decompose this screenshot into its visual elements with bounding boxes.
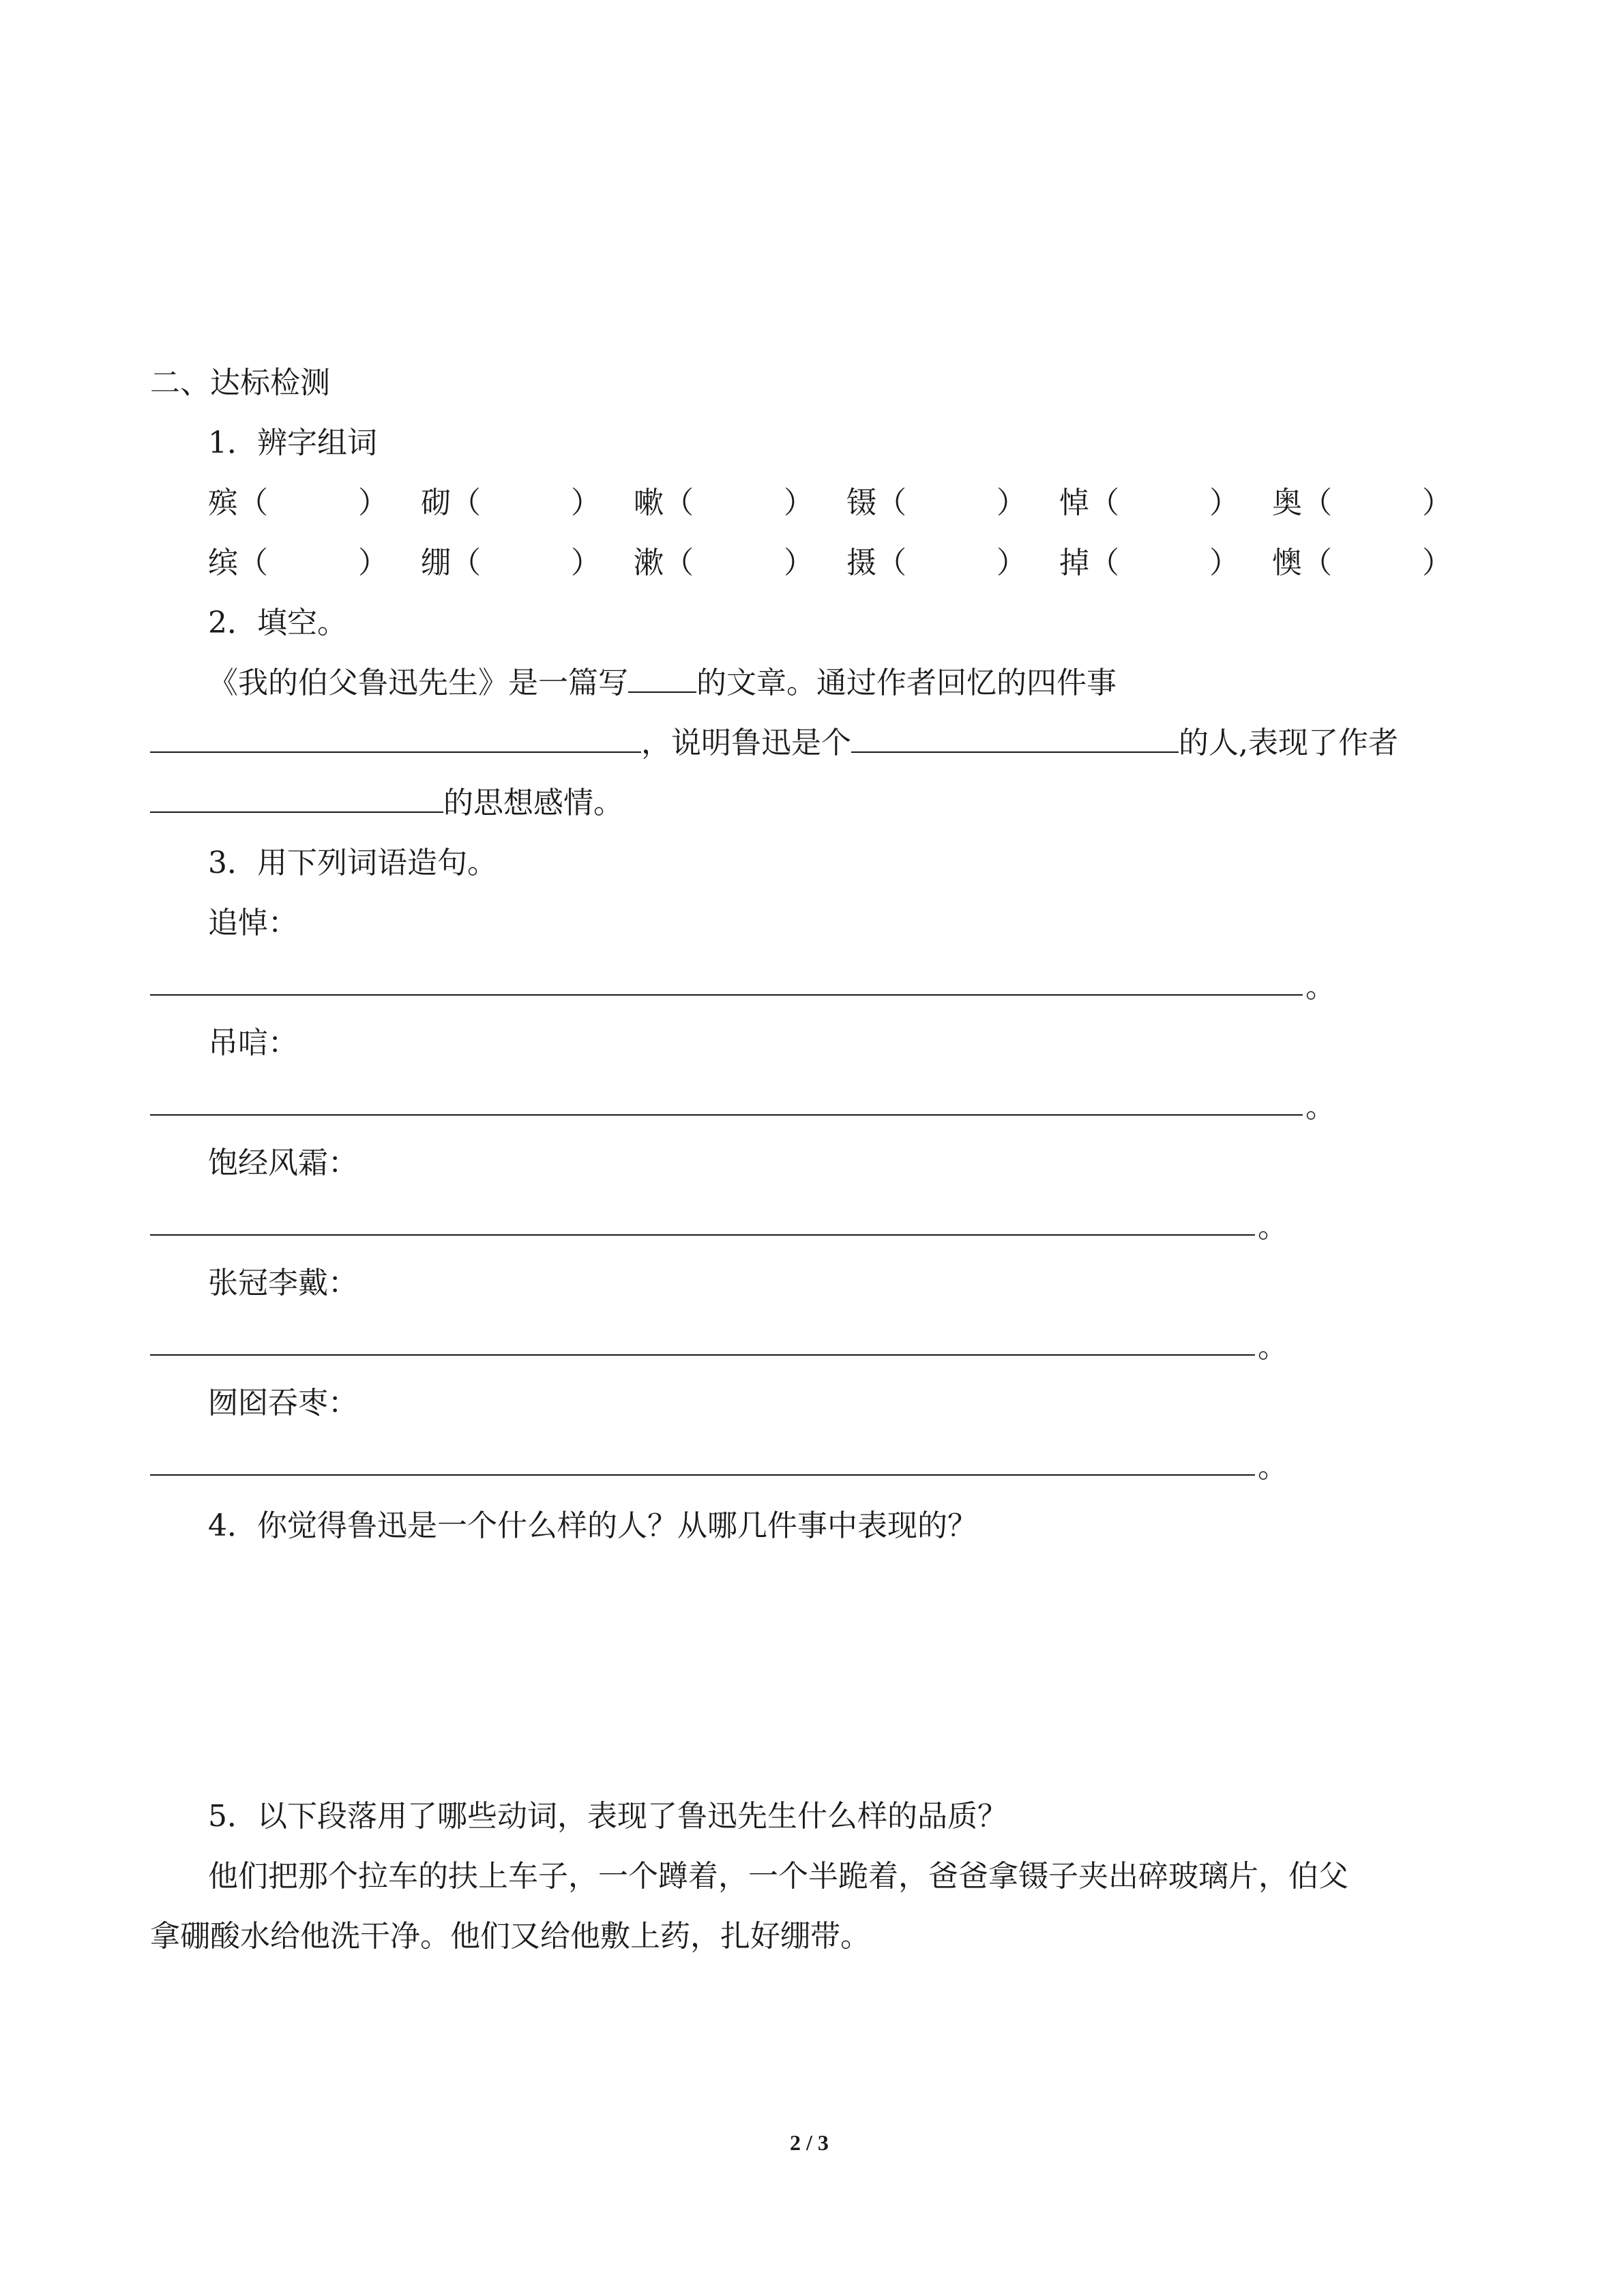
q1-item: 殡（ ） <box>208 486 388 520</box>
q1-item: 懊（ ） <box>1272 546 1452 580</box>
fill-blank[interactable] <box>851 724 1179 753</box>
q1-item: 砌（ ） <box>421 486 601 520</box>
answer-period: 。 <box>1258 1330 1288 1365</box>
q3-word-1: 追悼： <box>208 906 298 940</box>
q2-line-1 <box>208 663 1117 704</box>
q2-text: ，说明鲁迅是个 <box>641 726 851 760</box>
section-title: 二、达标检测 <box>150 366 330 400</box>
q1-item: 镊（ ） <box>846 486 1027 520</box>
q2-line-3 <box>150 783 623 824</box>
answer-line[interactable] <box>150 1354 1255 1356</box>
q3-word-3: 饱经风霜： <box>208 1146 358 1180</box>
q3-word-4: 张冠李戴： <box>208 1266 358 1300</box>
q3-word-5: 囫囵吞枣： <box>208 1386 358 1420</box>
answer-period: 。 <box>1258 1210 1288 1244</box>
q3-word-2: 吊唁： <box>208 1026 298 1060</box>
q2-title: 2．填空。 <box>208 606 347 640</box>
q2-text: 《我的伯父鲁迅先生》是一篇写 <box>208 666 628 700</box>
q2-text: 的文章。通过作者回忆的四件事 <box>696 666 1117 700</box>
answer-period: 。 <box>1305 1090 1335 1124</box>
q5-title: 5．以下段落用了哪些动词，表现了鲁迅先生什么样的品质？ <box>208 1799 1007 1834</box>
q1-item: 悼（ ） <box>1059 486 1239 520</box>
answer-line[interactable] <box>150 994 1303 996</box>
q1-item: 缤（ ） <box>208 546 388 580</box>
q5-passage-line-1: 他们把那个拉车的扶上车子，一个蹲着，一个半跪着，爸爸拿镊子夹出碎玻璃片，伯父 <box>208 1859 1348 1894</box>
q2-text: 的思想感情。 <box>443 786 623 820</box>
fill-blank[interactable] <box>150 784 443 813</box>
q1-item: 奥（ ） <box>1272 486 1452 520</box>
answer-line[interactable] <box>150 1234 1255 1236</box>
q1-item: 嗽（ ） <box>634 486 814 520</box>
answer-period: 。 <box>1258 1450 1288 1485</box>
q1-title: 1．辨字组词 <box>208 426 377 460</box>
q1-item: 摄（ ） <box>846 546 1027 580</box>
q1-item: 掉（ ） <box>1059 546 1239 580</box>
page-number: 2 / 3 <box>790 2130 829 2155</box>
answer-line[interactable] <box>150 1474 1255 1476</box>
q5-passage-line-2: 拿硼酸水给他洗干净。他们又给他敷上药，扎好绷带。 <box>150 1919 870 1954</box>
q1-row-2 <box>208 543 1456 584</box>
q1-item: 绷（ ） <box>421 546 601 580</box>
fill-blank[interactable] <box>150 724 641 753</box>
q3-title: 3．用下列词语造句。 <box>208 846 497 880</box>
q1-item: 漱（ ） <box>634 546 814 580</box>
q4-title: 4．你觉得鲁迅是一个什么样的人？从哪几件事中表现的？ <box>208 1508 977 1543</box>
q2-line-2 <box>150 723 1398 764</box>
answer-period: 。 <box>1305 970 1335 1004</box>
q2-text: 的人,表现了作者 <box>1179 726 1398 760</box>
answer-line[interactable] <box>150 1114 1303 1116</box>
q1-row-1 <box>208 483 1456 524</box>
fill-blank[interactable] <box>628 664 696 693</box>
